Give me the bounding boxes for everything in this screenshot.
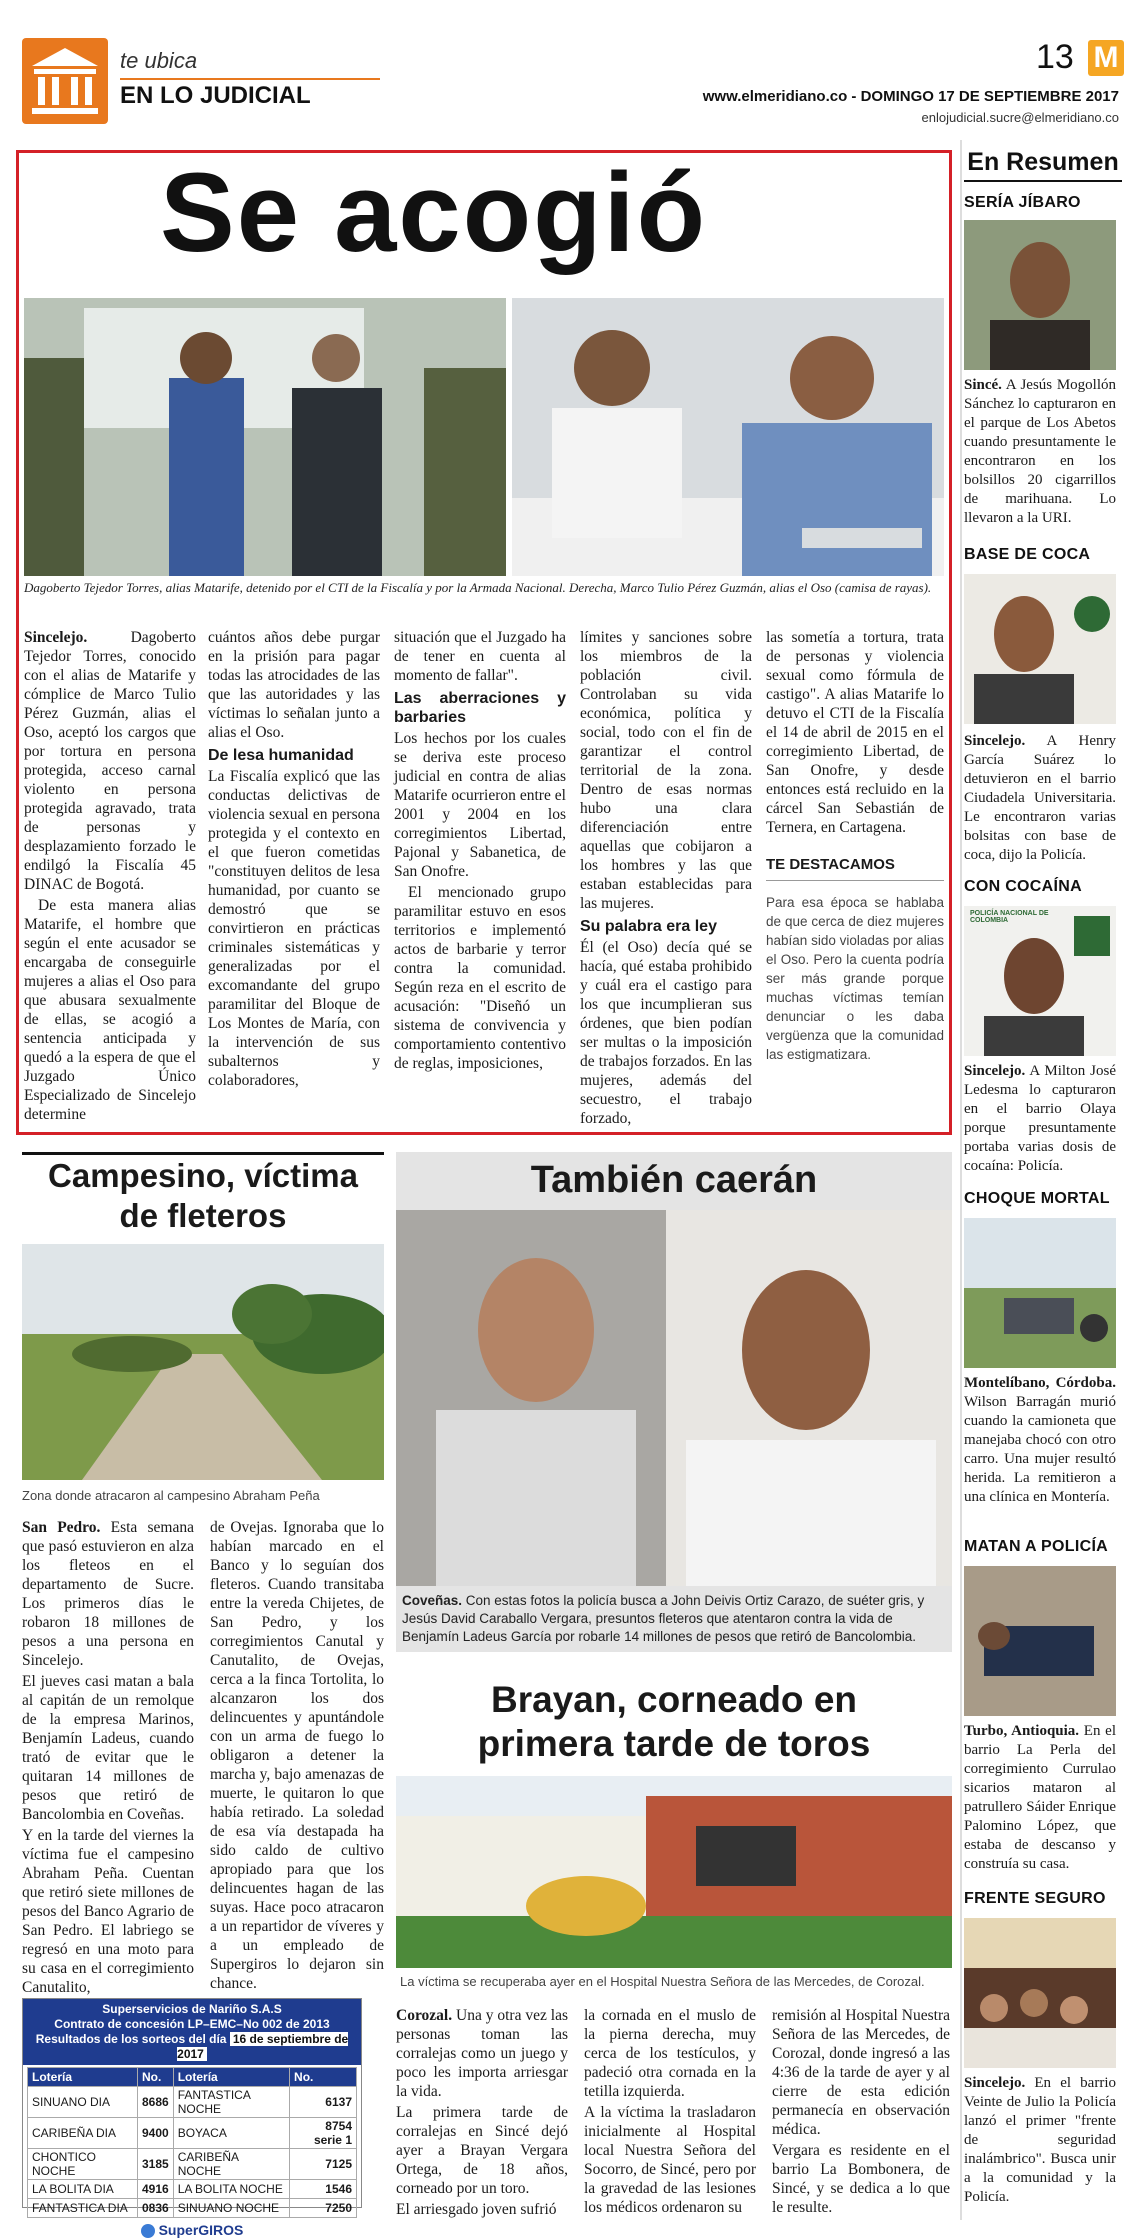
brand-name: SuperGIROS	[158, 2222, 244, 2238]
paragraph: A Milton José Ledesma lo capturaron en el barrio Olaya porque presuntamente portaba varias dosis de cocaína: Policía.	[964, 1063, 1116, 1174]
photo-base-coca	[964, 574, 1116, 724]
lottery-name: CHONTICO NOCHE	[28, 2149, 138, 2180]
lottery-number: 1546	[290, 2180, 357, 2199]
newspaper-logo: M	[1088, 40, 1124, 76]
paragraph: En el barrio La Perla del corregimiento Currulao sicarios mataron al patrullero Sáider Enrique Palomino López, que estaba de descanso y construía su casa.	[964, 1723, 1116, 1872]
headline-line: de fleteros	[119, 1197, 287, 1234]
lottery-date: 16 de septiembre de 2017	[177, 2032, 349, 2061]
photo-matarife-arrest	[24, 298, 506, 576]
courthouse-icon	[22, 38, 108, 124]
paragraph: cuántos años debe purgar en la prisión para pagar todas las atrocidades de las que las autoridades y las víctimas lo señalan junto a alias el Oso.	[208, 629, 380, 741]
dateline: Coveñas.	[402, 1593, 463, 1608]
lottery-name: LA BOLITA NOCHE	[173, 2180, 289, 2199]
sidebar-item-text	[964, 376, 1116, 528]
header-email[interactable]: enlojudicial.sucre@elmeridiano.co	[921, 110, 1119, 125]
campesino-top-rule	[22, 1152, 384, 1155]
photo-suspect-gray-sweater	[396, 1210, 666, 1586]
lottery-number: 4916	[138, 2180, 174, 2199]
photo-el-oso	[512, 298, 944, 576]
lottery-name: FANTASTICA NOCHE	[173, 2087, 289, 2118]
lottery-number: 8754 serie 1	[290, 2118, 357, 2149]
paragraph: las sometía a tortura, trata de personas y violencia sexual como fórmula de castigo". A alias Matarife lo detuvo el CTI de la Fiscalía el 14 de abril de 2015 en el corregimiento Libertad, de San Onofre, y desde entonces está recluido en la cárcel San Sebastián de Ternera, en Cartagena.	[766, 629, 944, 836]
globe-icon	[141, 2224, 155, 2238]
lottery-number: 6137	[290, 2087, 357, 2118]
paragraph: A Henry García Suárez lo detuvieron en el barrio Ciudadela Universitaria. Le encontraron varias bolsitas con base de coca, dijo la Policía.	[964, 733, 1116, 863]
photo-frente-seguro	[964, 1918, 1116, 2068]
table-row	[28, 2199, 357, 2218]
main-col-4	[580, 628, 752, 1130]
lottery-results-line	[25, 2032, 359, 2062]
paragraph: En el barrio Veinte de Julio la Policía lanzó el primer "frente de seguridad inalámbrico". Busca unir a la comunidad y la Policía.	[964, 2075, 1116, 2205]
header-meta	[703, 88, 1119, 105]
sidebar-title-rule	[964, 180, 1122, 182]
headline-line: Brayan, corneado en	[490, 1679, 857, 1720]
lottery-number: 7250	[290, 2199, 357, 2218]
lottery-number: 0836	[138, 2199, 174, 2218]
section-logo	[22, 38, 108, 124]
brayan-col-3	[772, 2006, 950, 2219]
dateline: Sincelejo.	[964, 1063, 1026, 1079]
sidebar-item-heading: BASE DE COCA	[964, 546, 1091, 563]
sidebar-item-text	[964, 1374, 1116, 1507]
paragraph: Los hechos por los cuales se deriva este proceso judicial en contra de alias Matarife ocurrieron entre el 2001 y 2004 en los corregimientos Libertad, Pajonal y Sabanetica, de San Onofre.	[394, 730, 566, 880]
paragraph: La Fiscalía explicó que las conductas delictivas de violencia sexual en persona protegida y el contexto en el que fueron cometidas "constituyen delitos de lesa humanidad, por cuanto se demostró que se convirtieron en prácticas criminales sistemáticas y generalizadas por el excomandante del grupo paramilitar del Bloque de Los Montes de María, con la intervención de sus subalternos y colaboradores,	[208, 768, 380, 1089]
dateline: Turbo, Antioquia.	[964, 1723, 1080, 1739]
lottery-name: CARIBEÑA NOCHE	[173, 2149, 289, 2180]
col-header: Lotería	[28, 2068, 138, 2087]
dateline: Montelíbano, Córdoba.	[964, 1375, 1116, 1391]
paragraph: Vergara es residente en el barrio La Bombonera, de Sincé, y se dedica a lo que le resulte.	[772, 2142, 950, 2216]
paragraph: El mencionado grupo paramilitar estuvo en esos territorios e implementó actos de barbarie y terror contra la comunidad. Según reza en el escrito de acusación: "Diseñó un sistema de convivencia y comportamiento contentivo de reglas, imposiciones,	[394, 884, 566, 1072]
photo-suspect-caraballo	[666, 1210, 952, 1586]
lottery-header	[23, 1999, 361, 2065]
paragraph: remisión al Hospital Nuestra Señora de las Mercedes, de Corozal, donde ingresó a las 4:36 de la tarde de ayer y al cierre de esta edición permanecía en observación médica.	[772, 2007, 950, 2138]
paragraph: De esta manera alias Matarife, el hombre que según el ente acusador se encargaba de conseguirle mujeres a alias el Oso para que abusara sexualmente de ellas, se acogió a sentencia anticipada y quedó a la espera de que el Juzgado Único Especializado de Sincelejo determine	[24, 897, 196, 1123]
campesino-col-1	[22, 1518, 194, 1999]
dateline: San Pedro.	[22, 1519, 101, 1536]
lottery-number: 7125	[290, 2149, 357, 2180]
subheading: Las aberraciones y barbaries	[394, 690, 566, 726]
subheading: Su palabra era ley	[580, 918, 717, 935]
paragraph: de Ovejas. Ignoraba que lo habían marcado en el Banco y lo seguían dos fleteros. Cuando transitaba entre la vereda Chijetes, de San Pedro, y los corregimientos Canutal y Canutalito, de Ovejas, cerca a la finca Tortolita, lo alcanzaron los dos delincuentes y apuntándole con un arma de fuego lo obligaron a detener la marcha y, bajo amenazas de muerte, le quitaron lo que había retirado. La soledad de esa vía destapada ha sido caldo de cultivo apropiado para que los delincuentes hagan de las suyas. Hace poco atracaron a un repartidor de víveres y a un empleado de Supergiros lo dejaron sin chance.	[210, 1519, 384, 1992]
headline-line: primera tarde de toros	[477, 1723, 871, 1764]
section-title: EN LO JUDICIAL	[120, 82, 311, 109]
dateline: Sincelejo.	[24, 629, 88, 646]
paragraph: límites y sanciones sobre los miembros de la población civil. Controlaban su vida económica, política y social, todo con el fin de garantizar el control territorial de la zona. Dentro de esas normas hubo una clara diferenciación entre aquellas que cobijaron a los hombres y las que estaban establecidas para las mujeres.	[580, 629, 752, 912]
supergiros-logo	[23, 2222, 361, 2238]
dateline: Sincelejo.	[964, 2075, 1026, 2091]
caption-text: Con estas fotos la policía busca a John Deivis Ortiz Carazo, de suéter gris, y Jesús David Caraballo Vergara, presuntos fleteros que atentaron contra la vida de Benjamín Ladeus García por robarle 14 millones de pesos que retiró de Bancolombia.	[402, 1593, 925, 1644]
table-row	[28, 2118, 357, 2149]
main-col-5	[766, 628, 944, 1066]
main-col-2	[208, 628, 380, 1092]
sidebar-item-heading: FRENTE SEGURO	[964, 1890, 1106, 1907]
paragraph: Esta semana que pasó estuvieron en alza los fleteos en el departamento de Sucre. Los primeros días le robaron 18 millones de pesos a una persona en Sincelejo.	[22, 1519, 194, 1669]
date-line: - DOMINGO 17 DE SEPTIEMBRE 2017	[847, 88, 1119, 105]
lottery-company: Superservicios de Nariño S.A.S	[102, 2002, 282, 2016]
lottery-name: BOYACA	[173, 2118, 289, 2149]
dateline: Corozal.	[396, 2007, 453, 2024]
lottery-table	[27, 2067, 357, 2218]
paragraph: El arriesgado joven sufrió	[396, 2201, 557, 2218]
tambien-headline: También caerán	[530, 1159, 818, 1201]
tambien-caption	[402, 1592, 946, 1646]
photo-dirt-road	[22, 1244, 384, 1480]
brayan-col-1	[396, 2006, 568, 2221]
campesino-headline	[22, 1156, 384, 1236]
sidebar-item-heading: MATAN A POLICÍA	[964, 1538, 1109, 1555]
lottery-name: FANTASTICA DIA	[28, 2199, 138, 2218]
paragraph: situación que el Juzgado ha de tener en cuenta al momento de fallar".	[394, 629, 566, 684]
lottery-name: SINUANO DIA	[28, 2087, 138, 2118]
lottery-contract: Contrato de concesión LP–EMC–No 002 de 2013	[54, 2017, 330, 2031]
sidebar-item-text	[964, 2074, 1116, 2207]
main-col-3	[394, 628, 566, 1075]
paragraph: Él (el Oso) decía qué se hacía, qué estaba prohibido y cuál era el castigo para los que incumplieran sus órdenes, que bien podían ser multas o la imposición de trabajos forzados. En las mujeres, además del secuestro, el trabajo forzado,	[580, 939, 752, 1127]
brayan-col-2	[584, 2006, 756, 2219]
header-rule	[120, 78, 380, 80]
lottery-number: 3185	[138, 2149, 174, 2180]
sidebar-item-text	[964, 1062, 1116, 1176]
brayan-caption: La víctima se recuperaba ayer en el Hospital Nuestra Señora de las Mercedes, de Corozal.	[400, 1974, 925, 1989]
brayan-headline	[396, 1678, 952, 1766]
sidebar-item-heading: CHOQUE MORTAL	[964, 1190, 1110, 1207]
campesino-caption: Zona donde atracaron al campesino Abraham Peña	[22, 1488, 320, 1503]
headline-line: Campesino, víctima	[48, 1157, 358, 1194]
sidebar-title: En Resumen	[967, 148, 1119, 176]
paragraph: A la víctima la trasladaron inicialmente al Hospital local Nuestra Señora del Socorro, de Sincé, pero por la gravedad de las lesiones los médicos ordenaron su	[584, 2104, 756, 2216]
lottery-name: SINUANO NOCHE	[173, 2199, 289, 2218]
sidebar-item-heading: SERÍA JÍBARO	[964, 194, 1081, 211]
website[interactable]: www.elmeridiano.co	[702, 88, 848, 105]
lottery-results-label: Resultados de los sorteos del día	[35, 2032, 227, 2046]
lottery-name: CARIBEÑA DIA	[28, 2118, 138, 2149]
paragraph: la cornada en el muslo de la pierna derecha, muy cerca de los testículos, y padeció otra cornada en la tetilla izquierda.	[584, 2007, 756, 2100]
photo-cocaina	[964, 906, 1116, 1056]
campesino-col-2	[210, 1518, 384, 1995]
sidebar-item-text	[964, 1722, 1116, 1874]
main-photo-caption: Dagoberto Tejedor Torres, alias Matarife, detenido por el CTI de la Fiscalía y por la Armada Nacional. Derecha, Marco Tulio Pérez Guzmán, alias el Oso (camisa de rayas).	[24, 580, 932, 595]
main-col-1	[24, 628, 196, 1126]
paragraph: Dagoberto Tejedor Torres, conocido con el alias de Matarife y cómplice de Marco Tulio Pérez Guzmán, alias el Oso, aceptó los cargos que por tortura en persona protegida, acceso carnal violento en persona protegida agravado, trata de personas y desplazamiento forzado le endilgó la Fiscalía 45 DINAC de Bogotá.	[24, 629, 196, 893]
dateline: Sincé.	[964, 377, 1002, 393]
lottery-box	[22, 1998, 362, 2238]
paragraph: El jueves casi matan a bala al capitán de un remolque de la empresa Marinos, Benjamín Ladeus, cuando trató de evitar que le quitaran 14 millones de pesos que retiró de Bancolombia en Coveñas.	[22, 1673, 194, 1823]
lottery-number: 8686	[138, 2087, 174, 2118]
col-header: Lotería	[173, 2068, 289, 2087]
table-row	[28, 2180, 357, 2199]
destacamos-text: Para esa época se hablaba de que cerca de diez mujeres habían sido violadas por alias el Oso. Pero la cuenta podría ser más grande porque muchas víctimas temían denunciar o les daba vergüenza que la comunidad las estigmatizara.	[766, 895, 944, 1062]
destacamos-title: TE DESTACAMOS	[766, 855, 944, 881]
subheading: De lesa humanidad	[208, 747, 354, 764]
table-row	[28, 2087, 357, 2118]
col-header: No.	[290, 2068, 357, 2087]
police-badge-text: POLICÍA NACIONAL DE COLOMBIA	[970, 910, 1049, 924]
sidebar-item-text	[964, 732, 1116, 865]
paragraph: A Jesús Mogollón Sánchez lo capturaron en el parque de Los Abetos cuando presuntamente le encontraron en los bolsillos 20 cigarrillos de marihuana. Lo llevaron a la URI.	[964, 377, 1116, 526]
col-header: No.	[138, 2068, 174, 2087]
main-headline: Se acogió	[160, 150, 708, 275]
lottery-number: 9400	[138, 2118, 174, 2149]
photo-hospital	[396, 1776, 952, 1968]
sidebar	[960, 140, 962, 2220]
photo-jibaro	[964, 220, 1116, 370]
lottery-name: LA BOLITA DIA	[28, 2180, 138, 2199]
paragraph: Y en la tarde del viernes la víctima fue el campesino Abraham Peña. Cuentan que retiró siete millones de pesos del Banco Agrario de San Pedro. El labriego se regresó en una moto para su casa en el corregimiento Canutalito,	[22, 1827, 194, 1996]
photo-policia	[964, 1566, 1116, 1716]
sidebar-item-heading: CON COCAÍNA	[964, 878, 1082, 895]
dateline: Sincelejo.	[964, 733, 1026, 749]
paragraph: La primera tarde de corralejas en Sincé dejó ayer a Brayan Vergara Ortega, de 18 años, corneado por un toro.	[396, 2104, 568, 2197]
paragraph: Wilson Barragán murió cuando la camioneta que manejaba chocó con otro carro. Una mujer resultó herida. La remitieron a una clínica en Montería.	[964, 1394, 1116, 1505]
table-row	[28, 2149, 357, 2180]
paragraph: Una y otra vez las personas toman las corralejas como un juego y poco les importa arriesgar la vida.	[396, 2007, 568, 2100]
photo-choque	[964, 1218, 1116, 1368]
page-number: 13	[1036, 38, 1074, 76]
section-kicker: te ubica	[120, 48, 198, 73]
